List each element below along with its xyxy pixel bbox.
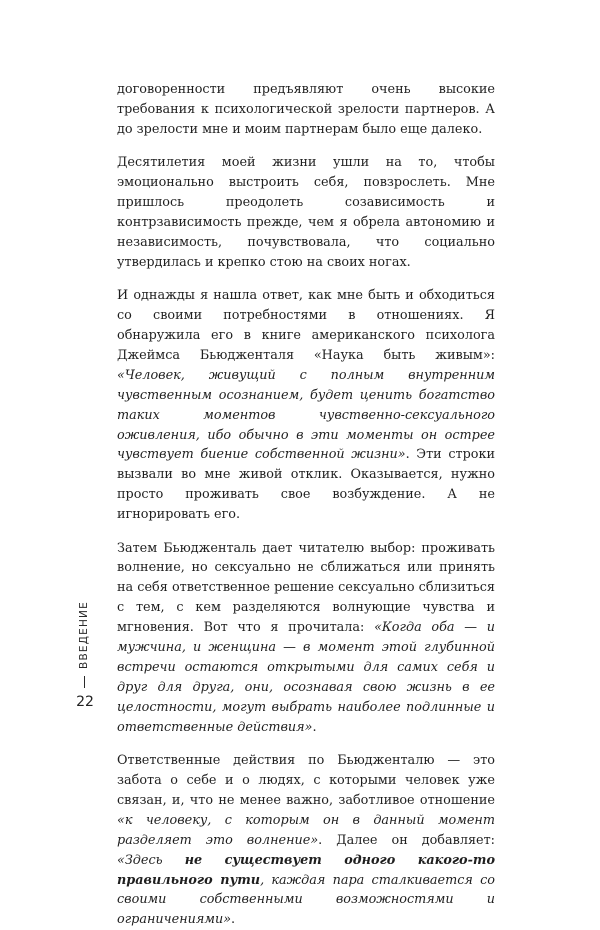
paragraph <box>117 539 495 738</box>
paragraph-text: . Далее он добавляет: <box>318 832 495 848</box>
paragraph-text: И однажды я нашла ответ, как мне быть и обходиться со своими потребностями в отношениях. Я обнаружила его в книге американского психолога Джеймса Бьюдженталя «Наука быть живым»: <box>117 288 495 363</box>
paragraph-text: . <box>312 719 317 735</box>
paragraph-text: . Эти строки вызвали во мне живой отклик. Оказывается, нужно просто проживать свое возбуждение. А не игнорировать его. <box>117 447 495 523</box>
section-label-text: ВВЕДЕНИЕ <box>78 601 90 669</box>
quote-text: , каждая пара сталкивается со своими собственными возможностями и ограничениями» <box>117 872 495 928</box>
paragraph <box>117 153 495 272</box>
quote-text: «Человек, живущий с полным внутренним чувственным осознанием, будет ценить богатство таких моментов чувственно-сексуального оживления, ибо обычно в эти моменты он острее чувствует биение собственной жизни» <box>117 367 495 463</box>
section-divider <box>84 676 85 688</box>
paragraph-text: . <box>231 912 236 928</box>
section-label <box>76 600 92 670</box>
page-number: 22 <box>76 694 94 710</box>
quote-text: «Когда оба — и мужчина, и женщина — в момент этой глубинной встречи остаются открытыми для самих себя и друг для друга, они, осознавая свою жизнь в ее целостности, могут выбрать наиболее подлинные и ответственные действия» <box>117 620 495 735</box>
paragraph <box>117 751 495 930</box>
paragraph-text: договоренности предъявляют очень высокие требования к психологической зрелости партнеров. А до зрелости мне и моим партнерам было еще далеко. <box>117 82 495 137</box>
paragraph <box>117 80 495 140</box>
paragraph <box>117 286 495 525</box>
quote-text: «Здесь <box>117 852 185 868</box>
emphasis-text: не существует одного какого-то правильного пути <box>117 852 495 888</box>
quote-text: «к человеку, с которым он в данный момент разделяет это волнение» <box>117 812 495 848</box>
paragraph-text: Десятилетия моей жизни ушли на то, чтобы эмоционально выстроить себя, повзрослеть. Мне пришлось преодолеть созависимость и контрзависимость прежде, чем я обрела автономию и независимость, почувствовала, что социально утвердилась и крепко стою на своих ногах. <box>117 155 495 270</box>
paragraph-text: Затем Бьюдженталь дает читателю выбор: проживать волнение, но сексуально не сближаться или принять на себя ответственное решение сексуально сблизиться с тем, с кем разделяются волнующие чувства и мгновения. Вот что я прочитала: <box>117 540 495 636</box>
paragraph-text: Ответственные действия по Бьюдженталю — это забота о себе и о людях, с которыми человек уже связан, и, что не менее важно, заботливое отношение <box>117 753 495 808</box>
body-text <box>117 80 495 930</box>
